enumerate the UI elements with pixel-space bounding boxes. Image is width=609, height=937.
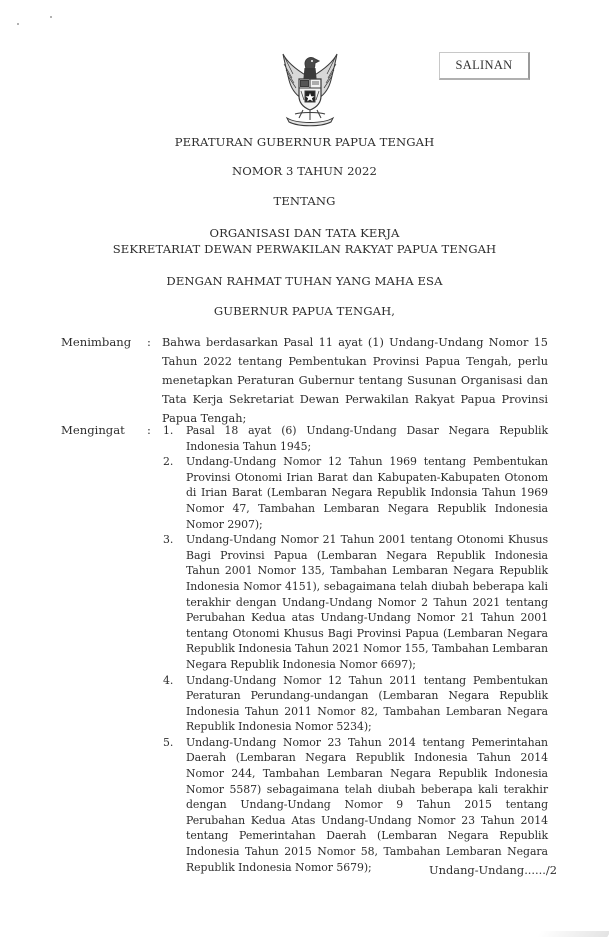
- list-item-number: 2.: [163, 455, 174, 469]
- regulation-title: PERATURAN GUBERNUR PAPUA TENGAH: [174, 135, 435, 149]
- scan-edge-shadow: [537, 931, 609, 937]
- subject-line-2: SEKRETARIAT DEWAN PERWAKILAN RAKYAT PAPUA TENGAH: [112, 242, 497, 256]
- menimbang-text: Bahwa berdasarkan Pasal 11 ayat (1) Undang-Undang Nomor 15 Tahun 2022 tentang Pembentukan Provinsi Papua Tengah, perlu menetapkan Peraturan Gubernur tentang Susunan Organisasi dan Tata Kerja Sekretariat Dewan Perwakilan Rakyat Papua Provinsi Papua Tengah;: [162, 336, 548, 425]
- mengingat-label: Mengingat: [61, 423, 125, 437]
- list-item: [162, 423, 548, 454]
- about-heading: TENTANG: [273, 194, 336, 208]
- list-item: [162, 735, 548, 875]
- list-item-text: Undang-Undang Nomor 23 Tahun 2014 tentang Pemerintahan Daerah (Lembaran Negara Republik Indonesia Tahun 2014 Nomor 244, Tambahan Lembaran Negara Republik Indonesia Nomor 5587) sebagaimana telah diubah beberapa kali terakhir dengan Undang-Undang Nomor 9 Tahun 2015 tentang Perubahan Kedua Atas Undang-Undang Nomor 23 Tahun 2014 tentang Pemerintahan Daerah (Lembaran Negara Republik Indonesia Tahun 2015 Nomor 58, Tambahan Lembaran Negara Republik Indonesia Nomor 5679);: [186, 735, 548, 874]
- list-item: [162, 673, 548, 735]
- menimbang-colon: :: [147, 335, 151, 349]
- list-item: [162, 454, 548, 532]
- invocation: DENGAN RAHMAT TUHAN YANG MAHA ESA: [166, 274, 443, 288]
- scan-speck: [50, 16, 52, 18]
- scan-speck: [17, 23, 19, 25]
- subject-line-1: ORGANISASI DAN TATA KERJA: [209, 226, 400, 240]
- menimbang-label: Menimbang: [61, 335, 132, 349]
- list-item-number: 5.: [163, 735, 174, 749]
- list-item-text: Undang-Undang Nomor 12 Tahun 1969 tentang Pembentukan Provinsi Otonomi Irian Barat dan Kabupaten-Kabupaten Otonom di Irian Barat (Lembaran Negara Republik Indonsia Tahun 1969 Nomor 47, Tambahan Lembaran Negara Republik Indonesia Nomor 2907);: [186, 455, 548, 531]
- list-item-number: 4.: [163, 673, 174, 687]
- garuda-emblem-icon: [277, 48, 343, 128]
- mengingat-list: [162, 423, 548, 875]
- page-continuation: Undang-Undang....../2: [429, 863, 557, 877]
- issuer: GUBERNUR PAPUA TENGAH,: [213, 304, 396, 318]
- mengingat-colon: :: [147, 423, 151, 437]
- regulation-number: NOMOR 3 TAHUN 2022: [232, 164, 377, 178]
- list-item: [162, 532, 548, 672]
- list-item-number: 1.: [163, 424, 174, 437]
- list-item-number: 3.: [163, 533, 174, 547]
- list-item-text: Undang-Undang Nomor 12 Tahun 2011 tentang Pembentukan Peraturan Perundang-undangan (Lembaran Negara Republik Indonesia Tahun 2011 Nomor 82, Tambahan Lembaran Negara Republik Indonesia Nomor 5234);: [186, 673, 548, 734]
- list-item-text: Undang-Undang Nomor 21 Tahun 2001 tentang Otonomi Khusus Bagi Provinsi Papua (Lembaran Negara Republik Indonesia Tahun 2001 Nomor 135, Tambahan Lembaran Negara Republik Indonesia Nomor 4151), sebagaimana telah diubah beberapa kali terakhir dengan Undang-Undang Nomor 2 Tahun 2021 tentang Perubahan Kedua atas Undang-Undang Nomor 21 Tahun 2001 tentang Otonomi Khusus Bagi Provinsi Papua (Lembaran Negara Republik Indonesia Tahun 2021 Nomor 155, Tambahan Lembaran Negara Republik Indonesia Nomor 6697);: [186, 533, 548, 671]
- list-item-text: Pasal 18 ayat (6) Undang-Undang Dasar Negara Republik Indonesia Tahun 1945;: [186, 424, 548, 453]
- salinan-stamp: SALINAN: [439, 52, 530, 80]
